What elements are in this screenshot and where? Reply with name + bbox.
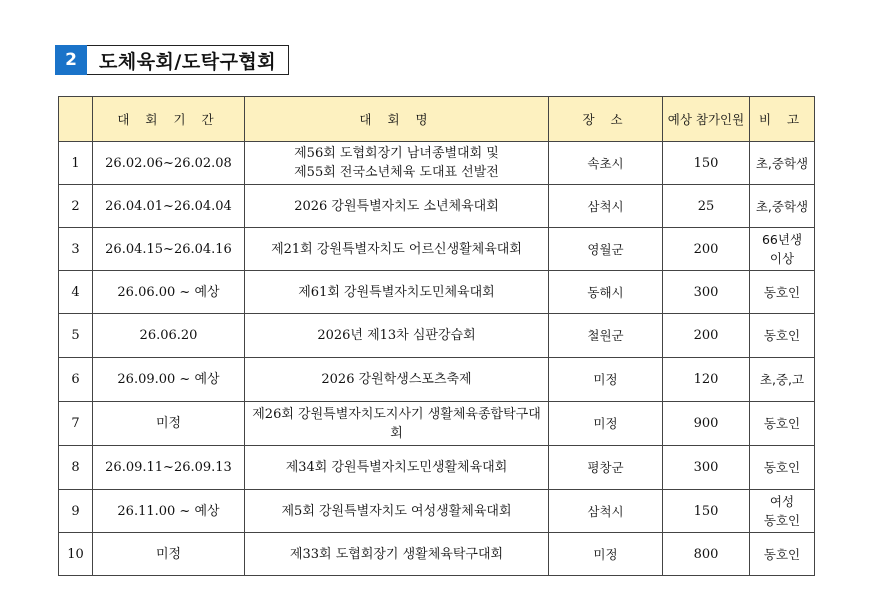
- cell-event-name-line1: 제26회 강원특별자치도지사기 생활체육종합탁구대회: [252, 406, 541, 441]
- cell-place: [549, 142, 663, 185]
- cell-event-name: [245, 446, 549, 490]
- table-row: [59, 402, 815, 446]
- header-name: 대 회 명: [245, 97, 549, 142]
- table-row: [59, 533, 815, 576]
- cell-attendees-line1: 120: [693, 372, 719, 387]
- cell-period: [93, 185, 245, 228]
- cell-event-name: [245, 314, 549, 358]
- cell-note: [750, 446, 815, 490]
- cell-note: [750, 358, 815, 402]
- cell-attendees: [663, 402, 750, 446]
- cell-no: [59, 271, 93, 314]
- cell-place-line1: 속초시: [587, 155, 624, 171]
- header-note: 비 고: [750, 97, 815, 142]
- cell-place-line1: 평창군: [587, 460, 624, 475]
- cell-attendees: [663, 271, 750, 314]
- table-row: [59, 185, 815, 228]
- cell-note: [750, 402, 815, 446]
- cell-note-line2: 동호인: [763, 513, 801, 528]
- cell-no: [59, 446, 93, 490]
- cell-no-line1: 3: [71, 241, 80, 257]
- section-number-badge: 2: [55, 45, 87, 75]
- cell-event-name: [245, 185, 549, 228]
- cell-place: [549, 402, 663, 446]
- cell-note-line1: 동호인: [763, 546, 801, 562]
- cell-attendees-line1: 150: [693, 503, 719, 519]
- cell-note: [750, 490, 815, 533]
- cell-note-line1: 여성: [769, 494, 795, 509]
- cell-attendees-line1: 800: [693, 546, 719, 562]
- cell-period-line1: 26.09.00 ~ 예상: [117, 372, 220, 387]
- cell-period: [93, 490, 245, 533]
- header-attendees: [663, 97, 750, 142]
- cell-no-line1: 10: [67, 546, 84, 562]
- cell-event-name: [245, 271, 549, 314]
- cell-no-line1: 1: [71, 155, 80, 171]
- cell-note: [750, 228, 815, 271]
- cell-no: [59, 142, 93, 185]
- table-row: [59, 358, 815, 402]
- cell-attendees-line1: 200: [693, 328, 719, 343]
- cell-attendees: [663, 358, 750, 402]
- cell-note-line1: 동호인: [763, 460, 801, 475]
- cell-attendees: [663, 446, 750, 490]
- cell-period: [93, 228, 245, 271]
- cell-no-line1: 8: [71, 460, 80, 475]
- cell-event-name: [245, 228, 549, 271]
- cell-no: [59, 490, 93, 533]
- cell-period-line1: 26.02.06~26.02.08: [105, 155, 232, 171]
- cell-period: [93, 533, 245, 576]
- cell-event-name-line1: 제5회 강원특별자치도 여성생활체육대회: [281, 503, 512, 519]
- cell-note: [750, 142, 815, 185]
- cell-period-line1: 26.11.00 ~ 예상: [117, 503, 220, 519]
- cell-note: [750, 185, 815, 228]
- cell-event-name: [245, 533, 549, 576]
- cell-event-name-line1: 2026 강원학생스포츠축제: [321, 372, 472, 387]
- cell-no-line1: 6: [71, 372, 80, 387]
- cell-no: [59, 314, 93, 358]
- cell-place-line1: 삼척시: [587, 503, 624, 519]
- cell-event-name: [245, 402, 549, 446]
- table-row: [59, 314, 815, 358]
- cell-place-line1: 철원군: [587, 328, 624, 343]
- cell-no: [59, 402, 93, 446]
- cell-note: [750, 271, 815, 314]
- cell-place-line1: 미정: [593, 372, 618, 387]
- cell-attendees: [663, 490, 750, 533]
- cell-note: [750, 314, 815, 358]
- cell-attendees: [663, 228, 750, 271]
- cell-place-line1: 미정: [593, 416, 618, 431]
- cell-place-line1: 미정: [593, 546, 618, 562]
- table-row: [59, 142, 815, 185]
- cell-event-name: [245, 142, 549, 185]
- cell-place: [549, 490, 663, 533]
- cell-attendees-line1: 300: [693, 284, 719, 300]
- cell-period: [93, 446, 245, 490]
- cell-place: [549, 228, 663, 271]
- cell-note-line1: 동호인: [763, 328, 801, 343]
- header-place: 장 소: [549, 97, 663, 142]
- cell-note-line1: 초,중,고: [759, 372, 805, 387]
- header-period: 대 회 기 간: [93, 97, 245, 142]
- table-row: [59, 490, 815, 533]
- cell-period: [93, 402, 245, 446]
- cell-no: [59, 358, 93, 402]
- table-row: [59, 446, 815, 490]
- cell-place-line1: 삼척시: [587, 198, 624, 214]
- cell-no: [59, 228, 93, 271]
- cell-period: [93, 271, 245, 314]
- cell-place-line1: 영월군: [587, 241, 624, 257]
- cell-attendees-line1: 300: [693, 460, 719, 475]
- cell-note-line1: 초,중학생: [755, 198, 809, 214]
- cell-place: [549, 185, 663, 228]
- cell-event-name-line1: 제56회 도협회장기 남녀종별대회 및: [294, 146, 499, 161]
- cell-period-line1: 26.04.01~26.04.04: [105, 198, 232, 214]
- cell-no-line1: 9: [71, 503, 80, 519]
- cell-period-line1: 26.04.15~26.04.16: [105, 241, 232, 257]
- cell-attendees: [663, 533, 750, 576]
- cell-period: [93, 314, 245, 358]
- cell-period-line1: 26.06.20: [139, 328, 198, 343]
- cell-no: [59, 185, 93, 228]
- cell-attendees-line1: 150: [693, 155, 719, 171]
- cell-period-line1: 26.09.11~26.09.13: [105, 460, 232, 475]
- cell-note: [750, 533, 815, 576]
- cell-event-name-line1: 제33회 도협회장기 생활체육탁구대회: [289, 546, 504, 562]
- cell-event-name-line1: 제34회 강원특별자치도민생활체육대회: [285, 460, 508, 475]
- section-title: 도체육회/도탁구협회: [87, 45, 289, 75]
- cell-period-line1: 26.06.00 ~ 예상: [117, 284, 220, 300]
- cell-period: [93, 142, 245, 185]
- cell-place: [549, 446, 663, 490]
- cell-note-line1: 66년생: [761, 232, 803, 247]
- cell-no-line1: 2: [71, 198, 80, 214]
- cell-no-line1: 5: [71, 328, 80, 343]
- cell-period: [93, 358, 245, 402]
- cell-no-line1: 4: [71, 284, 80, 300]
- cell-attendees: [663, 142, 750, 185]
- cell-place: [549, 533, 663, 576]
- cell-note-line2: 이상: [769, 251, 795, 266]
- table-row: [59, 228, 815, 271]
- events-table: [58, 96, 815, 576]
- cell-attendees-line1: 900: [693, 416, 719, 431]
- cell-event-name: [245, 490, 549, 533]
- cell-event-name-line2: 제55회 전국소년체육 도대표 선발전: [294, 165, 499, 180]
- cell-place: [549, 271, 663, 314]
- table-header-row: [59, 97, 815, 142]
- table-row: [59, 271, 815, 314]
- header-attendees-line2: 참가인원: [695, 111, 745, 127]
- cell-attendees-line1: 200: [693, 241, 719, 257]
- cell-event-name-line1: 제21회 강원특별자치도 어르신생활체육대회: [271, 241, 522, 257]
- cell-event-name-line1: 2026년 제13차 심판강습회: [317, 328, 476, 343]
- cell-attendees: [663, 185, 750, 228]
- cell-attendees-line1: 25: [697, 198, 715, 214]
- cell-event-name-line1: 2026 강원특별자치도 소년체육대회: [294, 198, 499, 214]
- cell-note-line1: 초,중학생: [755, 155, 809, 171]
- cell-place: [549, 314, 663, 358]
- cell-event-name-line1: 제61회 강원특별자치도민체육대회: [298, 284, 495, 300]
- cell-period-line1: 미정: [155, 546, 182, 562]
- cell-place: [549, 358, 663, 402]
- cell-note-line1: 동호인: [763, 284, 801, 300]
- cell-event-name: [245, 358, 549, 402]
- section-heading: [55, 45, 289, 75]
- header-no: [59, 97, 93, 142]
- cell-no: [59, 533, 93, 576]
- cell-place-line1: 동해시: [587, 284, 624, 300]
- cell-note-line1: 동호인: [763, 416, 801, 431]
- cell-attendees: [663, 314, 750, 358]
- header-attendees-line1: 예상: [667, 111, 692, 127]
- cell-period-line1: 미정: [155, 416, 182, 431]
- cell-no-line1: 7: [71, 416, 80, 431]
